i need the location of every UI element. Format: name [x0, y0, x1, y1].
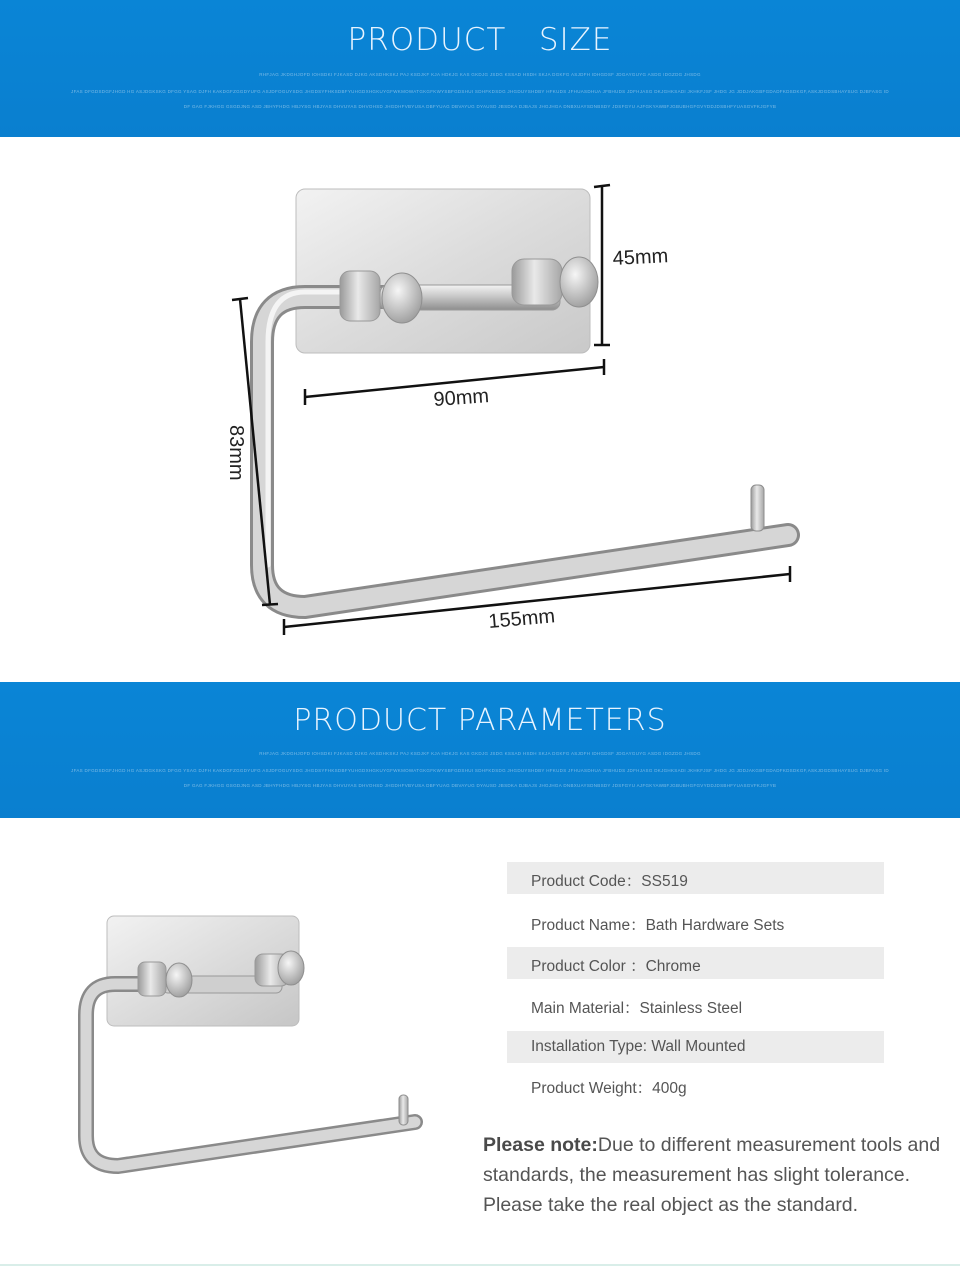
note-text: Due to different measurement tools and standards, the measurement has slight tolerance. Please take the real object as the standard. — [483, 1134, 941, 1216]
spec-product-color: Product Color ：Chrome — [531, 958, 701, 975]
spec-row-product-code — [507, 862, 884, 894]
dim-label-90mm: 90mm — [432, 385, 490, 411]
spec-installation-type: Installation Type: Wall Mounted — [531, 1038, 746, 1055]
dimension-diagram — [0, 137, 960, 682]
spec-product-name: Product Name：Bath Hardware Sets — [531, 917, 785, 934]
note-label: Please note: — [483, 1134, 598, 1156]
banner-fine-text-2: JFAS DFGDSDGFJHGD HG ASJDGKSKG DFGG YSAG DJFH KAKDGFZGGDYUFG ASJDFOGUYSDG JHGDSYFHKSDBFYUHGDXHGKUYGFWKMOWATGKGFKWYSBFGDSHUI SDHFKDSDG JHGDUYSHDBY HFKUDS JFHUASDHUA JFBHUDS JDFHJASG DKJGHKSADI JKHKFJSF JHDG JG JDDJAKGBFGDADFKDSDKGF,ASKJDGDSBHAYSUG DJBFASG ID — [71, 89, 889, 94]
product-size-title: PRODUCT SIZE — [347, 22, 613, 58]
spec-product-weight: Product Weight：400g — [531, 1080, 687, 1097]
dim-label-155mm: 155mm — [487, 605, 556, 633]
measurement-note — [483, 1130, 953, 1220]
banner-fine-text-3: DF GAG FJKHGG GSGDJNG ASD JBHYFHDG HBJYSG HBJYAS DHVUYAS DHVOHSD JHGDHFVBYUSA DBFYUAG DBVAYUG DYAUSD JBSDKA DJBAJS JHGJHGA DNBXUAYSDNBSDY JDSFGYU AJFGKYAWBFJGBUBHGFGVYDDJDSBHFYUASGVFKJGFYB — [183, 104, 777, 109]
dim-label-83mm: 83mm — [225, 425, 247, 481]
product-size-banner — [0, 0, 960, 137]
banner-fine-text-1: RHFJAG JKDGHJOFD IOHSDKI FJKASD DJKG AKSDHKSKJ PAJ KSDJKF KJA HDKJG KAS GKDJG JSDG KSSAD HSDH SKJA DGKFG ASJDFH IDHGDSF JDGAYGUYG ASDG IDGZDG JHSDG — [259, 72, 701, 77]
banner-fine-text-5: JFAS DFGDSDGFJHGD HG ASJDGKSKG DFGG YSAG DJFH KAKDGFZGGDYUFG ASJDFOGUYSDG JHGDSYFHKSDBFYUHGDXHGKUYGFWKMOWATGKGFKWYSBFGDSHUI SDHFKDSDG JHGDUYSHDBY HFKUDS JFHUASDHUA JFBHUDS JDFHJASG DKJGHKSADI JKHKFJSF JHDG JG JDDJAKGBFGDADFKDSDKGF,ASKJDGDSBHAYSUG DJBFASG ID — [71, 768, 889, 773]
product-image — [50, 900, 480, 1220]
spec-product-code: Product Code：SS519 — [531, 873, 688, 890]
banner-fine-text-4: RHFJAG JKDGHJOFD IOHSDKI FJKASD DJKG AKSDHKSKJ PAJ KSDJKF KJA HDKJG KAS GKDJG JSDG KSSAD HSDH SKJA DGKFG ASJDFH IDHGDSF JDGAYGUYG ASDG IDGZDG JHSDG — [259, 751, 701, 756]
spec-row-product-color — [507, 947, 884, 979]
spec-row-main-material — [507, 989, 884, 1021]
spec-row-installation-type — [507, 1031, 884, 1063]
bottom-divider — [0, 1264, 960, 1266]
spec-main-material: Main Material：Stainless Steel — [531, 1000, 743, 1017]
dim-label-45mm: 45mm — [612, 245, 669, 270]
product-parameters-banner — [0, 682, 960, 818]
banner-fine-text-6: DF GAG FJKHGG GSGDJNG ASD JBHYFHDG HBJYSG HBJYAS DHVUYAS DHVOHSD JHGDHFVBYUSA DBFYUAG DBVAYUG DYAUSD JBSDKA DJBAJS JHGJHGA DNBXUAYSDNBSDY JDSFGYU AJFGKYAWBFJGBUBHGFGVYDDJDSBHFYUASGVFKJGFYB — [183, 783, 777, 788]
spec-row-product-name — [507, 906, 884, 938]
product-parameters-title: PRODUCT PARAMETERS — [293, 703, 667, 738]
spec-row-product-weight — [507, 1069, 884, 1101]
